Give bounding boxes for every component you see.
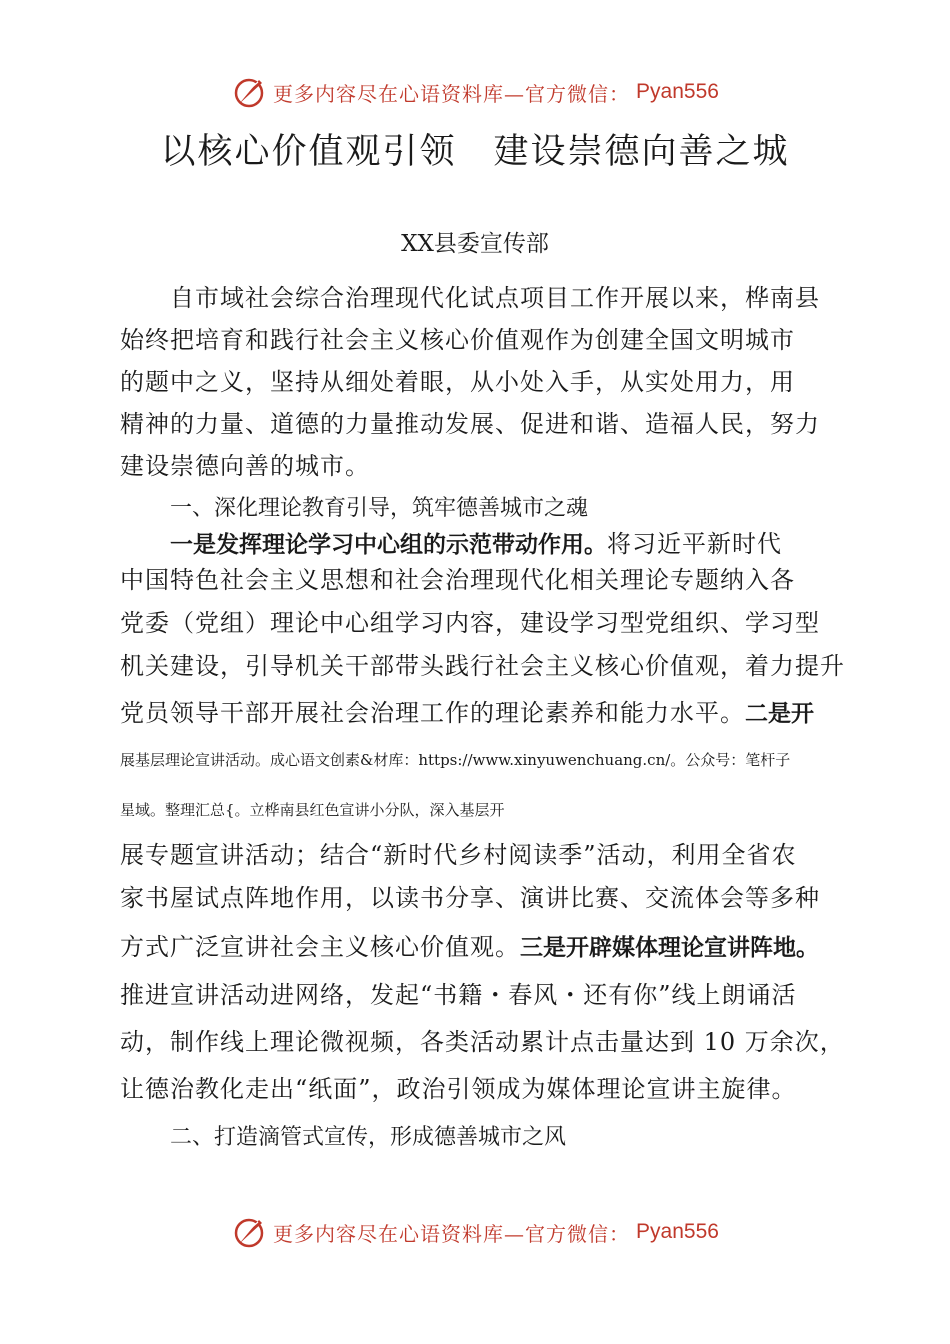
body-text: 党员领导干部开展社会治理工作的理论素养和能力水平。 [120,699,745,727]
intro-line: 精神的力量、道德的力量推动发展、促进和谐、造福人民，努力 [120,410,820,438]
section1-heading: 一、深化理论教育引导，筑牢德善城市之魂 [170,496,589,521]
body-line: 机关建设，引导机关干部带头践行社会主义核心价值观，着力提升 [120,652,845,680]
small-insert-line: 星域。整理汇总{。立桦南县红色宣讲小分队，深入基层开 [120,801,505,819]
body-line: 展专题宣讲活动；结合“新时代乡村阅读季”活动，利用全省农 [120,841,797,869]
point3-bold: 三是开辟媒体理论宣讲阵地。 [520,935,819,961]
banner-text: 更多内容尽在心语资料库—官方微信： [273,81,631,106]
intro-line: 的题中之义，坚持从细处着眼，从小处入手，从实处用力，用 [120,368,795,396]
intro-line: 始终把培育和践行社会主义核心价值观作为创建全国文明城市 [120,326,795,354]
feather-logo-icon [231,1214,267,1250]
footer-banner [0,1212,950,1252]
body-line: 党委（党组）理论中心组学习内容，建设学习型党组织、学习型 [120,609,820,637]
body-line: 家书屋试点阵地作用，以读书分享、演讲比赛、交流体会等多种 [120,884,820,912]
intro-line: 建设崇德向善的城市。 [120,452,370,480]
point2-bold: 二是开 [745,701,814,727]
body-line: 推进宣讲活动进网络，发起“书籍・春风・还有你”线上朗诵活 [120,981,797,1009]
feather-logo-icon [231,74,267,110]
point1-rest: 将习近平新时代 [607,530,782,558]
small-insert-line: 展基层理论宣讲活动。成心语文创素&材库：https://www.xinyuwenchuang.cn/。公众号：笔杆子 [120,751,791,769]
banner-wechat-id: Pyan556 [636,80,719,103]
section2-heading: 二、打造滴管式宣传，形成德善城市之风 [170,1125,567,1150]
document-author: XX县委宣传部 [401,231,549,257]
body-line: 让德治教化走出“纸面”，政治引领成为媒体理论宣讲主旋律。 [120,1075,797,1103]
intro-line: 自市域社会综合治理现代化试点项目工作开展以来，桦南县 [170,284,820,312]
body-line [120,693,814,728]
banner-text: 更多内容尽在心语资料库—官方微信： [273,1221,631,1246]
body-text: 方式广泛宣讲社会主义核心价值观。 [120,933,520,961]
point1-bold: 一是发挥理论学习中心组的示范带动作用。 [170,532,607,558]
body-line: 中国特色社会主义思想和社会治理现代化相关理论专题纳入各 [120,566,795,594]
point1-line [170,524,782,559]
body-line: 动，制作线上理论微视频，各类活动累计点击量达到 10 万余次， [120,1028,845,1056]
body-line [120,927,819,962]
document-title: 以核心价值观引领 建设崇德向善之城 [160,132,790,172]
banner-wechat-id: Pyan556 [636,1220,719,1243]
header-banner [0,72,950,112]
